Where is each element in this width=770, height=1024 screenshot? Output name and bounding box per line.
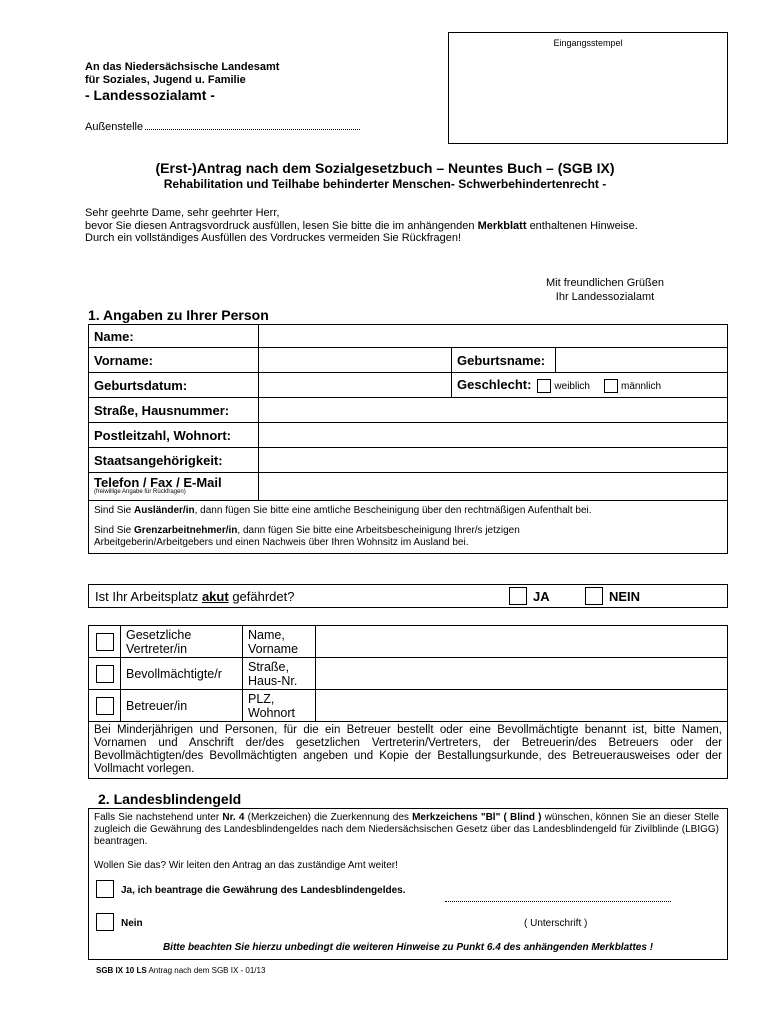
representative-table [88,625,728,779]
plz-input[interactable] [259,423,728,448]
vorname-label: Vorname: [89,348,259,373]
intro-line-3: Durch ein vollständiges Ausfüllen des Vordruckes vermeiden Sie Rückfragen! [85,232,462,244]
geburtsdatum-label: Geburtsdatum: [89,373,259,398]
stamp-box [448,32,728,144]
geburtsname-input[interactable] [556,348,728,373]
form-title: (Erst-)Antrag nach dem Sozialgesetzbuch – Neuntes Buch – (SGB IX) [155,160,615,176]
name-vorname-input[interactable] [316,626,728,658]
recipient-address [85,61,279,104]
signature-line[interactable] [445,901,671,902]
strasse-hausnr-label: Straße, Haus-Nr. [243,658,316,690]
name-input[interactable] [259,325,728,348]
personal-data-table [88,324,728,554]
strasse-label: Straße, Hausnummer: [89,398,259,423]
strasse-input[interactable] [259,398,728,423]
staat-label: Staatsangehörigkeit: [89,448,259,473]
branch-field[interactable] [85,120,360,133]
gesetzliche-vertreter-checkbox[interactable] [96,633,114,651]
address-line-1: An das Niedersächsische Landesamt [85,61,280,73]
address-line-3: - Landessozialamt - [85,87,215,103]
weiblich-label: weiblich [554,381,590,393]
maennlich-checkbox[interactable] [604,379,618,393]
intro-line-2: bevor Sie diesen Antragsvordruck ausfüllen, lesen Sie bitte die im anhängenden Merkblatt enthaltenen Hinweise. [85,219,638,232]
blindengeld-nein-checkbox[interactable] [96,913,114,931]
ja-label: JA [533,589,550,604]
geburtsname-label: Geburtsname: [452,348,556,373]
signature-label: ( Unterschrift ) [524,918,588,929]
blindengeld-hint: Bitte beachten Sie hierzu unbedingt die weiteren Hinweise zu Punkt 6.4 des anhängenden Merkblattes ! [162,942,654,953]
plz-wohnort-label: PLZ, Wohnort [243,690,316,722]
greeting: Mit freundlichen Grüßen Ihr Landessozialamt [546,277,664,303]
staat-input[interactable] [259,448,728,473]
branch-label: Außenstelle [85,121,144,133]
branch-dotted-line[interactable] [145,120,360,130]
representative-note: Bei Minderjährigen und Personen, für die ein Betreuer bestellt oder eine Bevollmächtigte benannt ist, bitte Namen, Vornamen und Anschrift der/des gesetzlichen Vertreterin/Vertreters, der Betreuerin/des Betreuers oder der Bevollmächtigten/des Bevollmächtigten angeben und Kopie der Bestallungsurkunde, des Betreuerausweises oder der Vollmacht vorlegen. [89,722,728,779]
vorname-input[interactable] [259,348,452,373]
auslaender-note: Sind Sie Ausländer/in, dann fügen Sie bitte eine amtliche Bescheinigung über den rechtmäßigen Aufenthalt bei. Sind Sie Grenzarbeitnehmer/in, dann fügen Sie bitte eine Arbeitsbescheinigung Ihrer/s jetzigen Arbeitgeberin/Arbeitgebers und einen Nachweis über Ihren Wohnsitz im Ausland bei. [89,501,728,554]
telefon-input[interactable] [259,473,728,501]
forward-note: Wollen Sie das? Wir leiten den Antrag an das zuständige Amt weiter! [94,860,398,871]
geburtsdatum-input[interactable] [259,373,452,398]
blindengeld-box [88,808,728,960]
ja-checkbox[interactable] [509,587,527,605]
nein-checkbox[interactable] [585,587,603,605]
geschlecht-cell: Geschlecht: weiblich männlich [452,373,728,398]
blindengeld-ja-checkbox[interactable] [96,880,114,898]
form-subtitle: Rehabilitation und Teilhabe behinderter Menschen- Schwerbehindertenrecht - [163,177,607,191]
betreuer-checkbox[interactable] [96,697,114,715]
intro-text [85,207,705,245]
blindengeld-nein-label: Nein [121,918,143,929]
plz-label: Postleitzahl, Wohnort: [89,423,259,448]
weiblich-checkbox[interactable] [537,379,551,393]
gesetzliche-vertreter-label: Gesetzliche Vertreter/in [121,626,243,658]
blindengeld-ja-label: Ja, ich beantrage die Gewährung des Landesblindengeldes. [121,885,406,896]
section1-heading: 1. Angaben zu Ihrer Person [88,307,269,323]
stamp-label: Eingangsstempel [553,38,623,48]
name-vorname-label: Name, Vorname [243,626,316,658]
name-label: Name: [89,325,259,348]
maennlich-label: männlich [621,381,662,393]
plz-wohnort-input[interactable] [316,690,728,722]
telefon-label: Telefon / Fax / E-Mail (freiwillige Angabe für Rückfragen) [89,473,259,501]
salutation: Sehr geehrte Dame, sehr geehrter Herr, [85,207,280,219]
footer: SGB IX 10 LS Antrag nach dem SGB IX - 01/13 [96,966,266,975]
bevollmaechtigte-label: Bevollmächtigte/r [121,658,243,690]
strasse-hausnr-input[interactable] [316,658,728,690]
job-risk-question: Ist Ihr Arbeitsplatz akut gefährdet? [95,589,295,604]
section2-heading: 2. Landesblindengeld [98,791,242,807]
blindengeld-paragraph: Falls Sie nachstehend unter Nr. 4 (Merkzeichen) die Zuerkennung des Merkzeichens "Bl" ( Blind ) wünschen, können Sie an dieser Stelle zugleich die Gewährung des Landesblindengeldes nach dem Niedersächsischen Gesetz über das Landesblindengeld für Zivilblinde (LBIGG) beantragen. [94,812,720,847]
bevollmaechtigte-checkbox[interactable] [96,665,114,683]
betreuer-label: Betreuer/in [121,690,243,722]
nein-label: NEIN [609,589,641,604]
address-line-2: für Soziales, Jugend u. Familie [85,74,246,86]
job-risk-row [88,584,728,608]
